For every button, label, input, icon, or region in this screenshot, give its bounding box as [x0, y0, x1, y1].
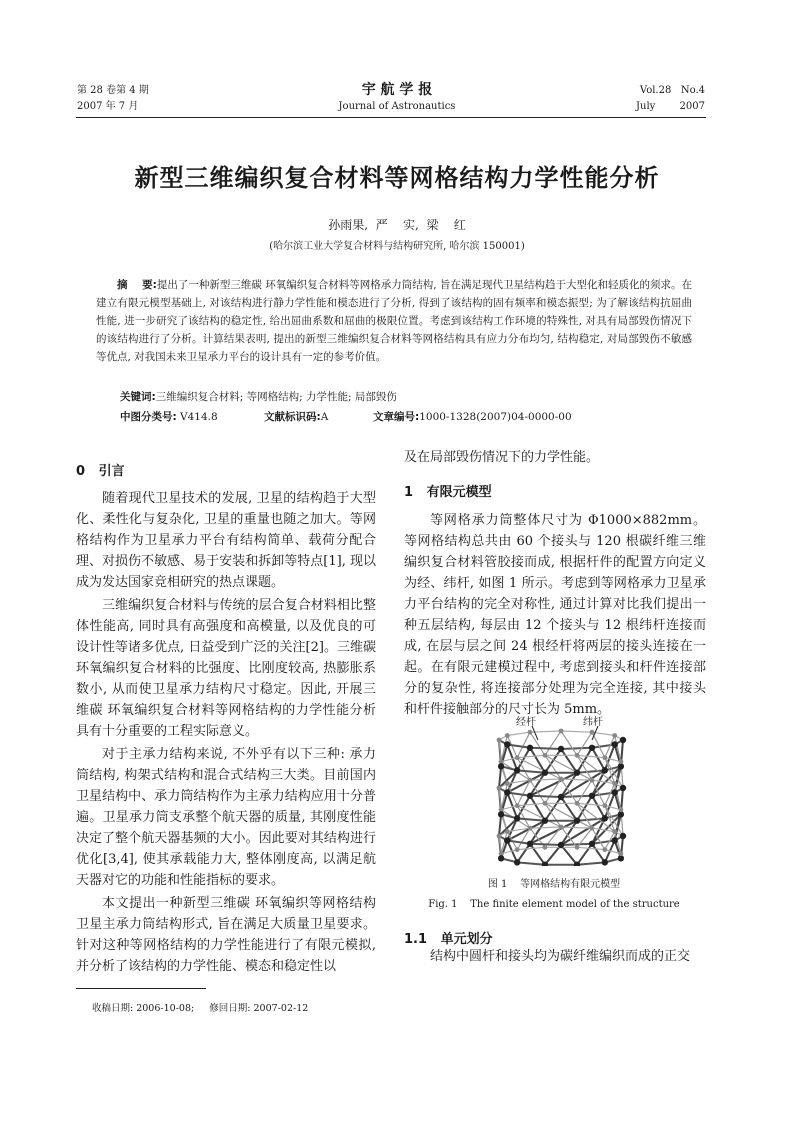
clc-number: 中图分类号: V414.8 [120, 411, 218, 423]
footnote-rule [76, 988, 206, 989]
abstract [96, 276, 692, 366]
intro-paragraph-1: 随着现代卫星技术的发展, 卫星的结构趋于大型化、柔性化与复杂化, 卫星的重量也随之加大。等网格结构作为卫星承力平台有结构简单、载荷分配合理、对损伤不敏感、易于安装和拆卸等特点[1], 现以成为发达国家竞相研究的热点课题。 [76, 491, 376, 590]
header-date-cn: 2007 年 7 月 [77, 101, 139, 112]
journal-name-cn: 宇 航 学 报 [361, 82, 433, 98]
intro-paragraph-3: 对于主承力结构来说, 不外乎有以下三种: 承力筒结构, 构架式结构和混合式结构三大类。目前国内卫星结构中、承力筒结构作为主承力结构应用十分普遍。卫星承力筒支承整个航天器的质量, 其刚度性能决定了整个航天器基频的大小。因此要对其结构进行优化[3,4], 使其承载能力大, 整体刚度高, 以满足航天器对它的功能和性能指标的要求。 [76, 747, 376, 888]
authors: 孙雨果, 严 实, 梁 红 [328, 218, 466, 232]
section-1-paragraph: 等网格承力筒整体尺寸为 Φ1000×882mm。等网格结构总共由 60 个接头与 120 根碳纤维三维编织复合材料管胶接而成, 根据杆件的配置方向定义为经、纬杆, 如图 1 所示。考虑到等网格承力卫星承力平台结构的完全对称性, 通过计算对比我们提出一种五层结构, 每层由 12 个接头与 12 根纬杆连接而成, 在层与层之间 24 根经杆将两层的接头连接在一起。在有限元建模过程中, 考虑到接头和杆件连接部分的复杂性, 将连接部分处理为完全连接, 其中接头和杆件接触部分的尺寸长为 5mm。 [404, 513, 706, 717]
section-1-1-heading: 1.1 单元划分 [404, 932, 493, 947]
affiliation: (哈尔滨工业大学复合材料与结构研究所, 哈尔滨 150001) [269, 241, 525, 252]
figure-caption-cn: 图 1 等网格结构有限元模型 [487, 879, 621, 890]
right-column-continuation: 及在局部毁伤情况下的力学性能。 [404, 450, 600, 465]
header-volume: Vol.28 No.4 [639, 85, 705, 96]
abstract-label: 摘 要: [117, 279, 157, 291]
intro-paragraph-2: 三维编织复合材料与传统的层合复合材料相比整体性能高, 同时具有高强度和高模量, 以及优良的可设计性等诸多优点, 日益受到广泛的关注[2]。三维碳 环氧编织复合材料的比强度、比刚度较高, 热膨胀系数小, 从而使卫星承力结构尺寸稳定。因此, 开展三维碳 环氧编织复合材料等网格结构的力学性能分析具有十分重要的工程实际意义。 [76, 598, 376, 739]
label-warp-rod: 经杆 [516, 717, 536, 728]
header-rule [76, 117, 706, 118]
keywords [120, 389, 397, 405]
section-0-heading: 0 引言 [76, 464, 125, 479]
section-1-heading: 1 有限元模型 [404, 485, 492, 500]
journal-name-en: Journal of Astronautics [338, 101, 456, 112]
figure-caption-en: Fig. 1 The finite element model of the structure [428, 899, 680, 910]
header-issue-cn: 第 28 卷第 4 期 [77, 85, 149, 96]
figure-1 [480, 716, 642, 866]
paper-title: 新型三维编织复合材料等网格结构力学性能分析 [134, 164, 660, 192]
header-month: July [636, 101, 656, 112]
received-dates: 收稿日期: 2006-10-08; 修回日期: 2007-02-12 [92, 1003, 309, 1014]
header-year: 2007 [679, 101, 705, 112]
abstract-text: 提出了一种新型三维碳 环氧编织复合材料等网格承力筒结构, 旨在满足现代卫星结构趋于大型化和轻质化的须求。在建立有限元模型基础上, 对该结构进行静力学性能和模态进行了分析, 得到了该结构的固有频率和模态振型; 为了解该结构抗屈曲性能, 进一步研究了该结构的稳定性, 给出屈曲系数和屈曲的极限位置。考虑到该结构工作环境的特殊性, 对具有局部毁伤情况下的该结构进行了分析。计算结果表明, 提出的新型三维编织复合材料等网格结构具有应力分布均匀, 结构稳定, 对局部毁伤不敏感等优点, 对我国未来卫星承力平台的设计具有一定的参考价值。 [96, 279, 692, 363]
lattice-cylinder-diagram [480, 716, 642, 866]
left-column-body [76, 488, 376, 977]
keywords-text: 三维编织复合材料; 等网格结构; 力学性能; 局部毁伤 [155, 391, 397, 403]
intro-paragraph-4: 本文提出一种新型三维碳 环氧编织等网格结构卫星主承力筒结构形式, 旨在满足大质量卫星要求。针对这种等网格结构的力学性能进行了有限元模拟, 并分析了该结构的力学性能、模态和稳定性以 [76, 896, 376, 974]
article-number: 文章编号:1000-1328(2007)04-0000-00 [373, 411, 572, 423]
document-code: 文献标识码:A [264, 411, 329, 423]
section-1-1-paragraph: 结构中圆杆和接头均为碳纤维编织而成的正交 [430, 949, 691, 964]
keywords-label: 关键词: [120, 391, 156, 403]
label-weft-rod: 纬杆 [583, 717, 603, 728]
